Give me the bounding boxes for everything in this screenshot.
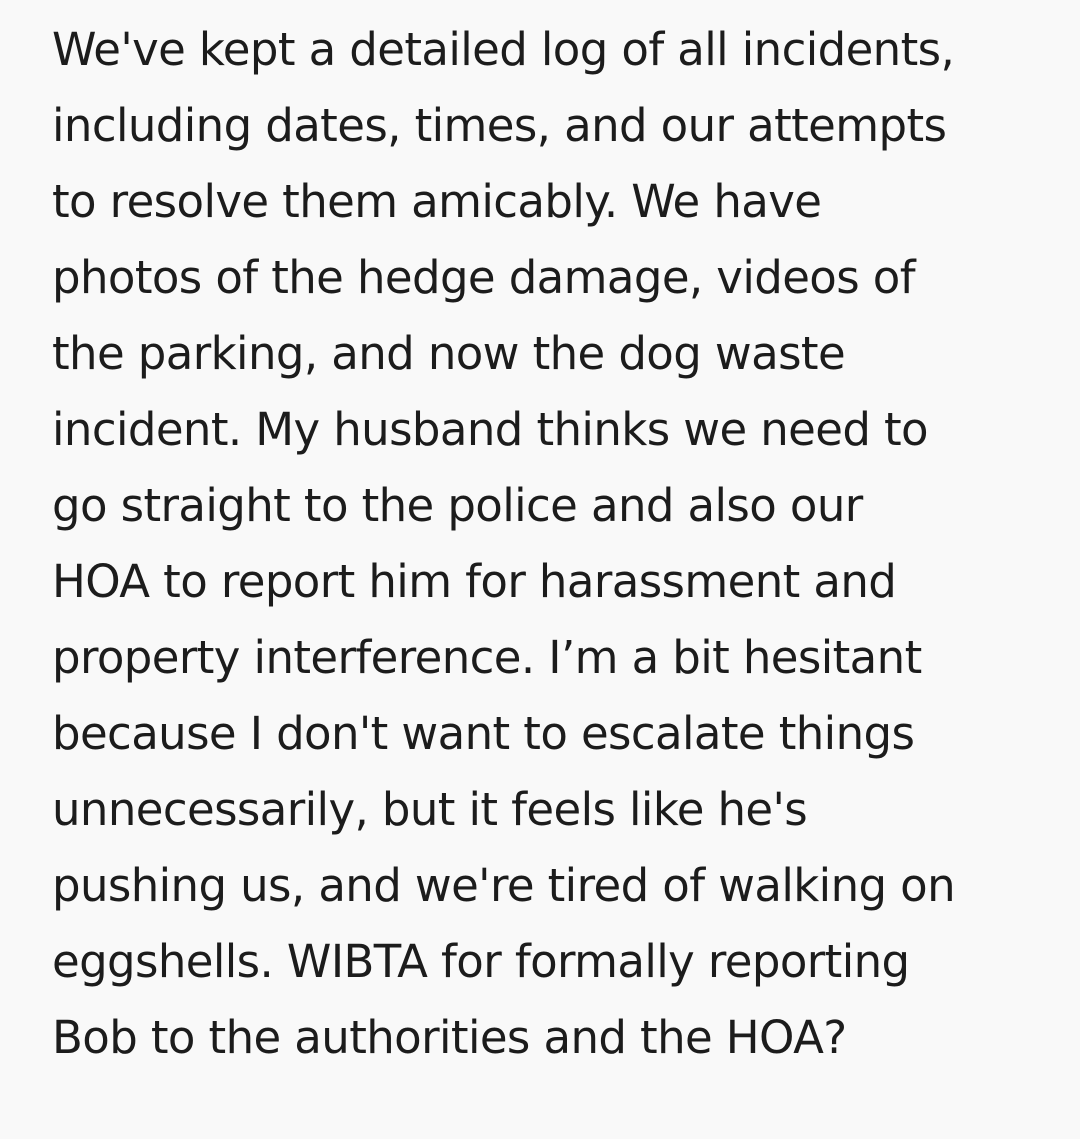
post-text-line: go straight to the police and also our xyxy=(52,479,863,532)
post-text-line: Bob to the authorities and the HOA? xyxy=(52,1011,847,1064)
post-text-line: photos of the hedge damage, videos of xyxy=(52,251,915,304)
post-text-line: HOA to report him for harassment and xyxy=(52,555,897,608)
post-text-line: We've kept a detailed log of all incidents, xyxy=(52,23,955,76)
post-text-line: unnecessarily, but it feels like he's xyxy=(52,783,808,836)
post-text-line: to resolve them amicably. We have xyxy=(52,175,822,228)
post-text-line: because I don't want to escalate things xyxy=(52,707,915,760)
post-text-line: the parking, and now the dog waste xyxy=(52,327,846,380)
post-text-line: pushing us, and we're tired of walking on xyxy=(52,859,956,912)
post-body-text xyxy=(52,12,1062,1076)
post-text-line: property interference. I’m a bit hesitant xyxy=(52,631,922,684)
post-text-line: including dates, times, and our attempts xyxy=(52,99,947,152)
post-text-line: eggshells. WIBTA for formally reporting xyxy=(52,935,910,988)
post-text-line: incident. My husband thinks we need to xyxy=(52,403,928,456)
